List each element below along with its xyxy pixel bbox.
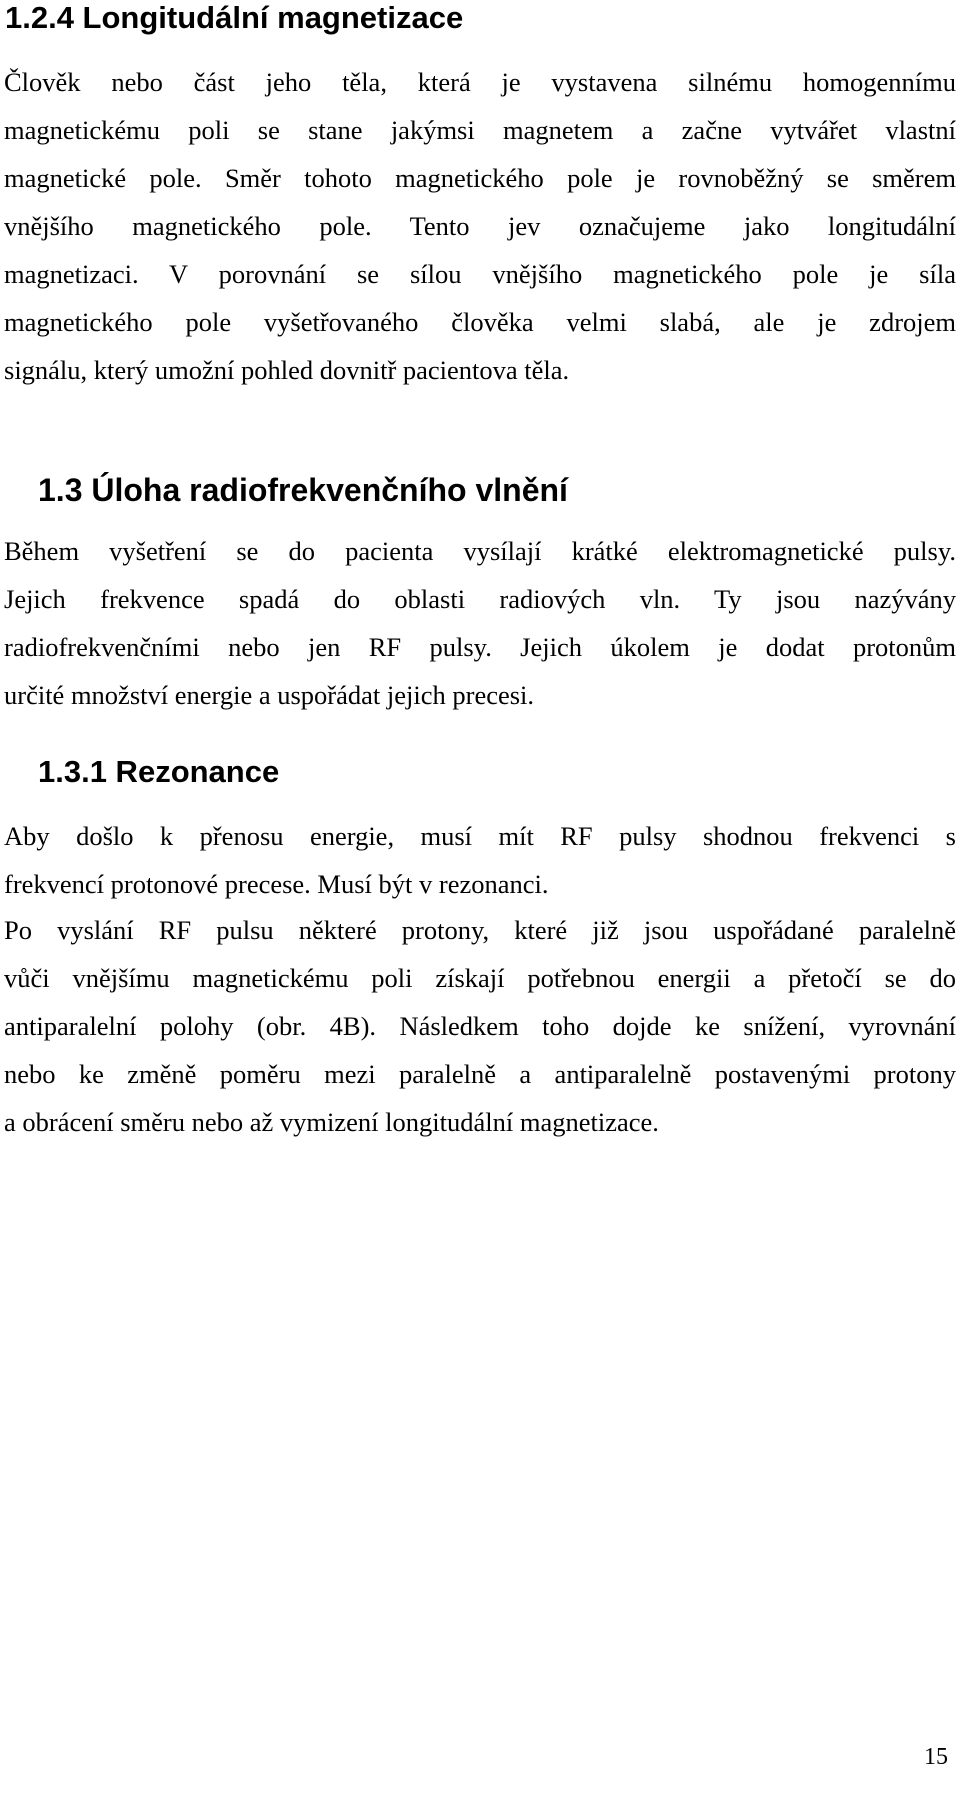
paragraph-line: radiofrekvenčními nebo jen RF pulsy. Jejich úkolem je dodat protonům <box>4 632 956 662</box>
paragraph-line: určité množství energie a uspořádat jejich precesi. <box>4 680 535 710</box>
paragraph-line: Po vyslání RF pulsu některé protony, které již jsou uspořádané paralelně <box>4 915 956 945</box>
section-heading-1-2-4: 1.2.4 Longitudální magnetizace <box>5 0 464 35</box>
section-heading-1-3-1: 1.3.1 Rezonance <box>38 754 280 789</box>
paragraph-line: nebo ke změně poměru mezi paralelně a antiparalelně postavenými protony <box>4 1059 956 1089</box>
paragraph-line: frekvencí protonové precese. Musí být v rezonanci. <box>4 869 549 899</box>
paragraph-line: vnějšího magnetického pole. Tento jev označujeme jako longitudální <box>4 211 956 241</box>
paragraph-line: magnetického pole vyšetřovaného člověka velmi slabá, ale je zdrojem <box>4 307 956 337</box>
paragraph-line: vůči vnějšímu magnetickému poli získají potřebnou energii a přetočí se do <box>4 963 956 993</box>
paragraph-line: Člověk nebo část jeho těla, která je vystavena silnému homogennímu <box>4 67 956 97</box>
paragraph-line: Aby došlo k přenosu energie, musí mít RF pulsy shodnou frekvenci s <box>4 821 956 851</box>
paragraph-line: magnetizaci. V porovnání se sílou vnějšího magnetického pole je síla <box>4 259 956 289</box>
page-number: 15 <box>924 1744 948 1770</box>
paragraph-line: antiparalelní polohy (obr. 4B). Následkem toho dojde ke snížení, vyrovnání <box>4 1011 956 1041</box>
paragraph-line: magnetickému poli se stane jakýmsi magnetem a začne vytvářet vlastní <box>4 115 956 145</box>
paragraph-line: magnetické pole. Směr tohoto magnetického pole je rovnoběžný se směrem <box>4 163 956 193</box>
paragraph-line: Jejich frekvence spadá do oblasti radiových vln. Ty jsou nazývány <box>4 584 956 614</box>
paragraph-line: Během vyšetření se do pacienta vysílají krátké elektromagnetické pulsy. <box>4 536 956 566</box>
paragraph-line: a obrácení směru nebo až vymizení longitudální magnetizace. <box>4 1107 659 1137</box>
section-heading-1-3: 1.3 Úloha radiofrekvenčního vlnění <box>38 472 568 508</box>
paragraph-line: signálu, který umožní pohled dovnitř pacientova těla. <box>4 355 570 385</box>
